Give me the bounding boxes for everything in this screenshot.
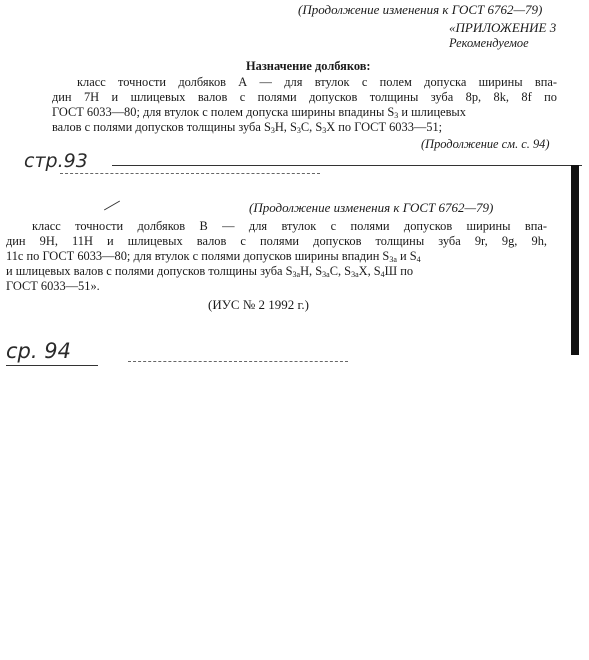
section-title: Назначение долбяков: — [246, 59, 371, 73]
paragraph-b-line-2: дин 9Н, 11Н и шлицевых валов с полями допусков толщины зуба 9r, 9g, 9h, — [6, 234, 547, 248]
separator-dash-top — [60, 173, 320, 175]
ius-reference: (ИУС № 2 1992 г.) — [208, 297, 309, 312]
paragraph-b-line-4: и шлицевых валов с полями допусков толщины зуба $S_{3а}Н$, $S_{3а}С$, $S_{3а}Х$, $S_4Ш$ по — [6, 264, 414, 279]
margin-bar — [571, 165, 579, 355]
separator-line-top — [112, 165, 582, 166]
paragraph-b-line-5: ГОСТ 6033—51». — [6, 279, 100, 293]
separator-dash-bottom — [128, 361, 348, 363]
appendix-subtitle: Рекомендуемое — [449, 36, 529, 50]
paragraph-a-line-2: дин 7Н и шлицевых валов с полями допусков толщины зуба 8р, 8k, 8f по — [52, 90, 557, 104]
pen-mark — [104, 201, 120, 211]
paragraph-a-line-3: ГОСТ 6033—80; для втулок с полем допуска ширины впадины $S_3$ и шлицевых — [52, 105, 466, 120]
continuation-header-top: (Продолжение изменения к ГОСТ 6762—79) — [298, 2, 543, 17]
appendix-label: «ПРИЛОЖЕНИЕ 3 — [449, 20, 557, 35]
paragraph-b-line-1: класс точности долбяков В — для втулок с полями допусков ширины впа- — [32, 219, 547, 233]
handwritten-page-ref-93: стр.93 — [24, 150, 88, 172]
handwritten-page-ref-94: ср. 94 — [6, 339, 71, 363]
paragraph-a-line-4: валов с полями допусков толщины зуба $S_3Н$, $S_3C$, $S_3X$ по ГОСТ 6033—51; — [52, 120, 443, 135]
paragraph-b-line-3: 11с по ГОСТ 6033—80; для втулок с полями допусков ширины впадин $S_{3а}$ и $S_4$ — [6, 249, 421, 264]
continuation-footer: (Продолжение см. с. 94) — [421, 137, 550, 151]
continuation-header-bottom: (Продолжение изменения к ГОСТ 6762—79) — [249, 200, 494, 215]
handwritten-underline — [6, 365, 98, 366]
paragraph-a-line-1: класс точности долбяков А — для втулок с полем допуска ширины впа- — [77, 75, 557, 89]
